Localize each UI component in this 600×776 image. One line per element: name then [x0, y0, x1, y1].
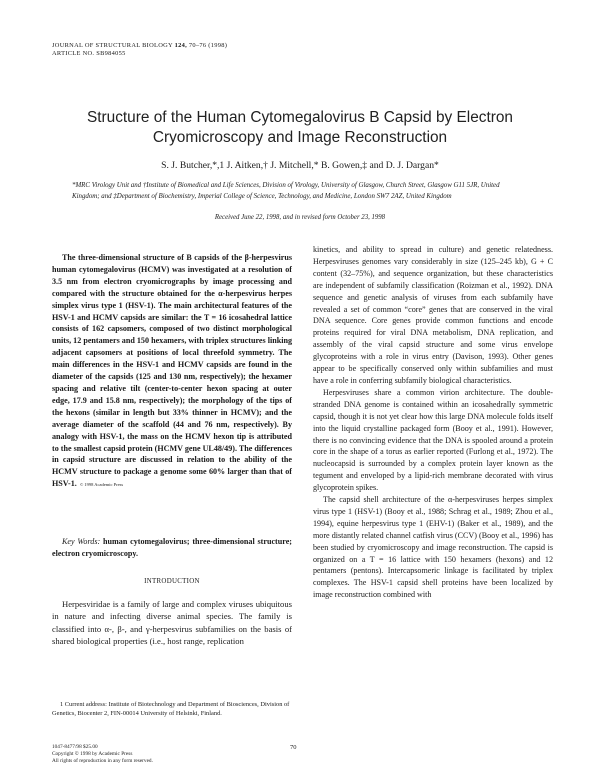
title-line-1: Structure of the Human Cytomegalovirus B Capsid by Electron: [86, 109, 513, 126]
footnote: 1 Current address: Institute of Biotechnology and Department of Biosciences, Division of Genetics, Biocenter 2, FIN-00014 University of Helsinki, Finland.: [52, 701, 290, 718]
journal-volume: 124,: [174, 42, 188, 49]
journal-pages: 70–76 (1998): [188, 42, 228, 49]
abstract-text: The three-dimensional structure of B capsids of the β-herpesvirus human cytomegalovirus (HCMV) was investigated at a resolution of 3.5 nm from electron cryomicrographs by image processing and compared with the structure obtained for the α-herpesvirus herpes simplex virus type 1 (HSV-1). The main architectural features of the HSV-1 and HCMV capsids are similar: the T = 16 icosahedral lattice consists of 162 capsomers, composed of two distinct morphological units, 12 pentamers and 150 hexamers, with triplex structures linking adjacent capsomers at positions of local threefold symmetry. The main differences in the HSV-1 and HCMV capsids are found in the diameter of the capsids (125 and 130 nm, respectively); the hexamer spacing and relative tilt (center-to-center hexon spacing at outer edge, 17.9 and 15.8 nm, respectively); the morphology of the tips of the hexons (similar in length but 33% thinner in HCMV); and the average diameter of the scaffold (44 and 76 nm, respectively). By analogy with HSV-1, the mass on the HCMV hexon tip is attributed to the smallest capsid protein (HCMV gene UL48/49). The differences in capsid structure are discussed in relation to the ability of the HCMV structure to package a genome some 60% larger than that of HSV-1.: [52, 253, 292, 489]
article-number: ARTICLE NO. SB984055: [52, 50, 126, 57]
authors: S. J. Butcher,*,1 J. Aitken,† J. Mitchell,* B. Gowen,‡ and D. J. Dargan*: [161, 160, 439, 171]
paper-title: [40, 108, 560, 148]
right-paragraph-2: Herpesviruses share a common virion architecture. The double-stranded DNA genome is contained within an icosahedrally symmetric capsid, though it is not yet clear how this large DNA molecule folds itself into the liquid crystalline packaged form (Booy et al., 1991). However, there is no convincing evidence that the DNA is spooled around a protein core in the shape of a torus as earlier reported (Furlong et al., 1972). The nucleocapsid is surrounded by a complex protein layer known as the tegument and enveloped by a lipid-rich membrane decorated with virus glycoprotein spikes.: [313, 387, 553, 493]
right-column: [313, 244, 553, 601]
title-line-2: Cryomicroscopy and Image Reconstruction: [152, 129, 448, 146]
abstract: [52, 252, 292, 491]
affiliations: *MRC Virology Unit and †Institute of Biomedical and Life Sciences, Division of Virology, University of Glasgow, Church Street, Glasgow G11 5JR, United Kingdom; and ‡Department of Biochemistry, Imperial College of Science, Technology, and Medicine, London SW7 2AZ, United Kingdom: [72, 182, 500, 200]
footer-price: 1047-8477/98 $25.00: [52, 744, 98, 750]
right-paragraph-3: The capsid shell architecture of the α-herpesviruses herpes simplex virus type 1 (HSV-1) (Booy et al., 1988; Schrag et al., 1989; Zhou et al., 1994), equine herpesvirus type 1 (EHV-1) (Baker et al., 1989), and the more distantly related channel catfish virus (CCV) (Booy et al., 1996) has been studied by cryomicroscopy and image reconstruction. The capsid is organized on a T = 16 lattice with 150 hexamers (hexons) and 12 pentamers (pentons). Intercapsomeric linkage is facilitated by triplex complexes. The HSV-1 capsid shell proteins have been localized by image reconstruction combined with: [313, 495, 553, 600]
abstract-copyright: © 1998 Academic Press: [79, 482, 124, 488]
introduction-paragraph: [52, 598, 292, 647]
section-heading-introduction: INTRODUCTION: [144, 578, 200, 585]
journal-name: JOURNAL OF STRUCTURAL BIOLOGY: [52, 42, 173, 49]
intro-text: Herpesviridae is a family of large and complex viruses ubiquitous in nature and infecting diverse animal species. The family is classified into α-, β-, and γ-herpesvirus subfamilies on the basis of shared biological properties (i.e., host range, replication: [52, 599, 292, 646]
journal-header: [52, 42, 227, 58]
page-number: 70: [290, 744, 297, 751]
keywords-text: human cytomegalovirus; three-dimensional structure; electron cryomicroscopy.: [52, 537, 292, 558]
footer-rights: All rights of reproduction in any form reserved.: [52, 758, 153, 764]
right-paragraph-1: kinetics, and ability to spread in culture) and genetic relatedness. Herpesviruses genomes vary considerably in size (125–245 kb), G + C content (32–75%), and sequence organization, but these characteristics are independent of subfamily classification (Roizman et al., 1992). DNA sequence and genetic analysis of viruses from each subfamily have revealed a set of common “core” genes that are conserved in the viral DNA sequence. Core genes provide common functions and encode proteins required for viral DNA metabolism, DNA replication, and assembly of the viral capsid structure and some virus envelope glycoproteins with a role in virus entry (Davison, 1993). Other genes appear to be specifically conserved only within subfamilies and must have a role in conferring subfamily biological characteristics.: [313, 245, 553, 385]
footer-copyright: Copyright © 1998 by Academic Press: [52, 751, 133, 757]
publisher-footer: [52, 744, 252, 765]
keywords-label: Key Words:: [62, 537, 101, 546]
keywords: [52, 536, 292, 560]
received-date: Received June 22, 1998, and in revised form October 23, 1998: [214, 214, 386, 221]
